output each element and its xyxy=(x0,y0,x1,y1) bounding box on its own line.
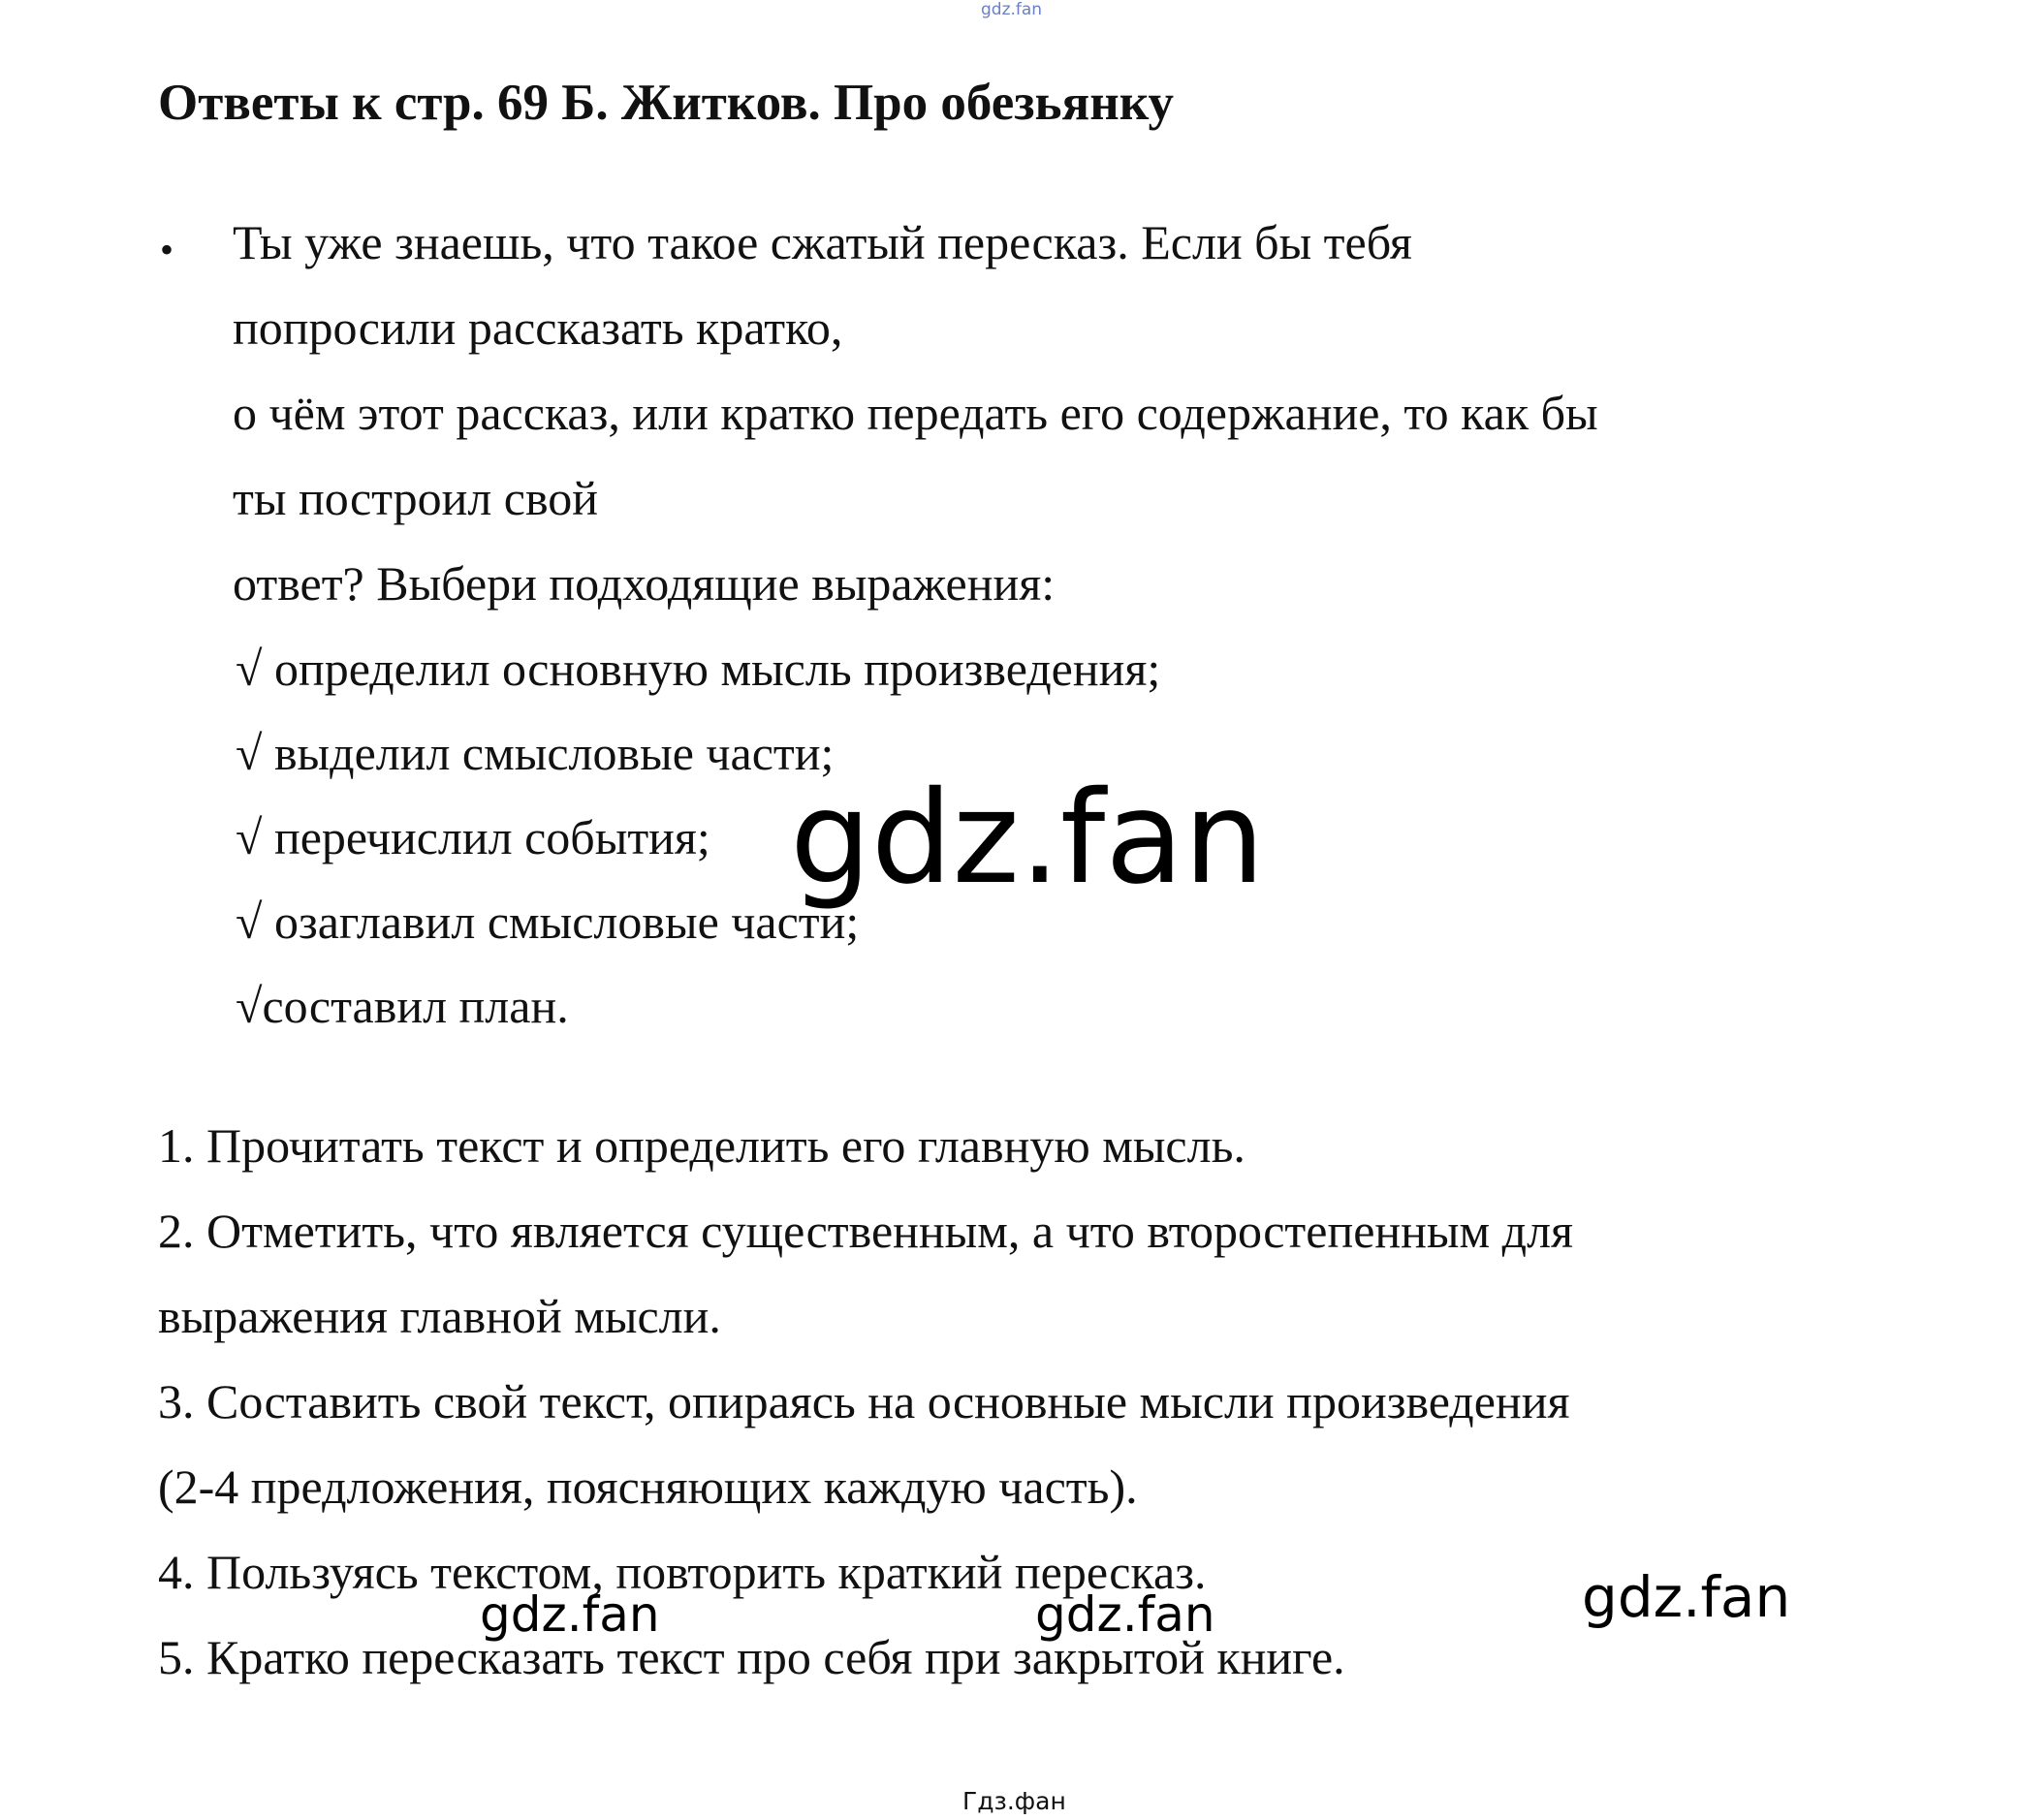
step-line: выражения главной мысли. xyxy=(158,1289,721,1343)
step-line: 1. Прочитать текст и определить его главную мысль. xyxy=(158,1118,1245,1173)
step-line: (2-4 предложения, поясняющих каждую часть). xyxy=(158,1459,1138,1514)
step-line: 2. Отметить, что является существенным, а что второстепенным для xyxy=(158,1204,1574,1258)
header-watermark: gdz.fan xyxy=(981,0,1043,19)
question-line: попросили рассказать кратко, xyxy=(233,300,843,355)
step-line: 4. Пользуясь текстом, повторить краткий пересказ. xyxy=(158,1545,1207,1599)
question-line: ответ? Выбери подходящие выражения: xyxy=(233,556,1056,611)
checked-item: √ определил основную мысль произведения; xyxy=(236,642,1161,696)
page-title: Ответы к стр. 69 Б. Житков. Про обезьянку xyxy=(158,75,1175,131)
checked-item: √ выделил смысловые части; xyxy=(236,726,835,780)
question-line: о чём этот рассказ, или кратко передать его содержание, то как бы xyxy=(233,386,1598,440)
watermark-right: gdz.fan xyxy=(1582,1564,1791,1630)
watermark-large: gdz.fan xyxy=(790,764,1265,913)
step-line: 3. Составить свой текст, опираясь на основные мысли произведения xyxy=(158,1374,1570,1428)
question-line: ты построил свой xyxy=(233,471,599,525)
checked-item: √составил план. xyxy=(236,979,569,1033)
step-line: 5. Кратко пересказать текст про себя при закрытой книге. xyxy=(158,1630,1345,1684)
checked-item: √ перечислил события; xyxy=(236,810,710,864)
footer-text: Гдз.фан xyxy=(962,1787,1066,1815)
watermark-left: gdz.fan xyxy=(480,1586,660,1643)
bullet-marker: • xyxy=(160,228,174,271)
watermark-center: gdz.fan xyxy=(1035,1586,1215,1643)
checked-item: √ озаглавил смысловые части; xyxy=(236,894,860,949)
question-line: Ты уже знаешь, что такое сжатый пересказ. Если бы тебя xyxy=(233,215,1412,269)
